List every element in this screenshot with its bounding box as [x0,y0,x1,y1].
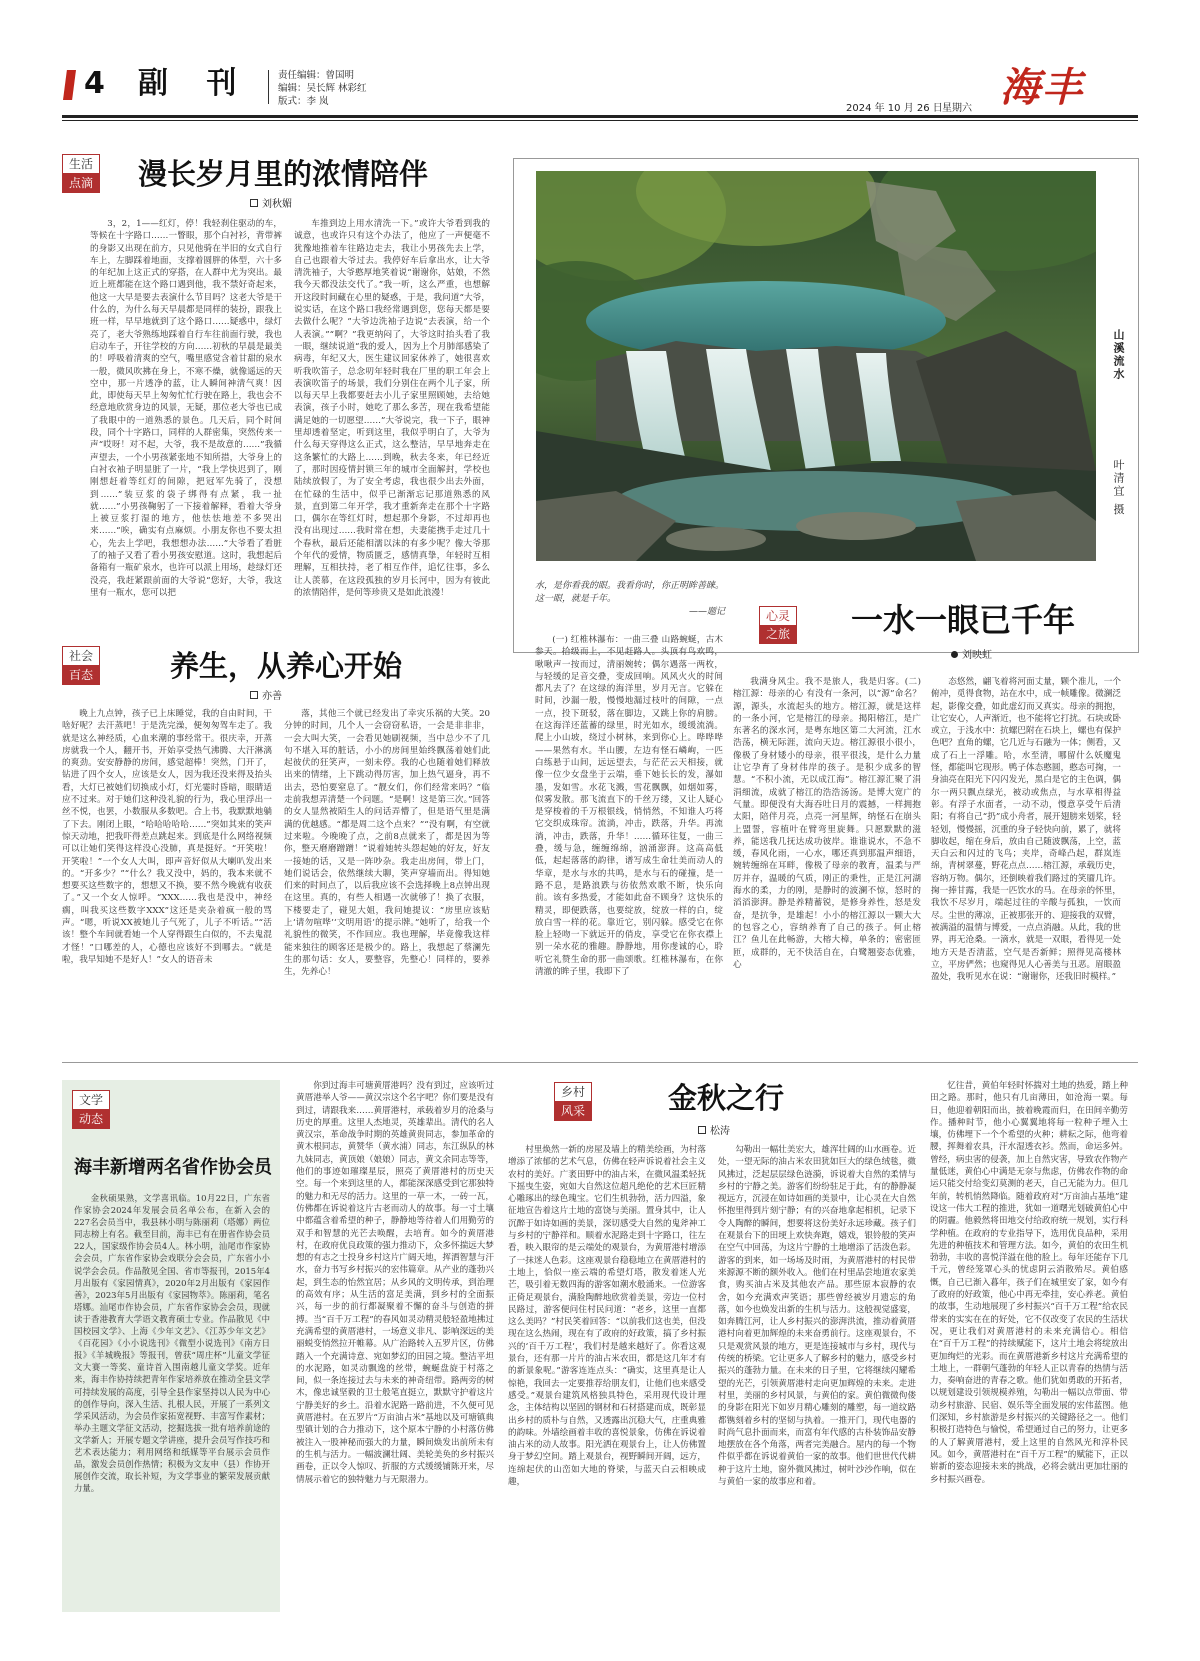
article-title: 养生，从养心开始 [170,649,403,683]
editor-credits [278,69,367,108]
article-author: 松涛 [698,1122,730,1137]
page-number: 4 [84,66,105,101]
author-dot-icon [951,651,958,658]
article-body-col2: 落，其他三个就已经发出了幸灾乐祸的大笑。20分钟的时间，几个人一会窃窃私语，一会是非非非，一会大叫大笑，一会看见她刷视频，当中总少不了几句不堪入耳的脏话，小小的房间里始终飘荡着她们此起彼伏的狂笑声，一刻未停。我的心也随着她们释放出来的情绪，上下跳动得厉害，加上热气逼身，再不出去，恐怕要窒息了。“靓女们，你们经常来吗？”临走前我想弄清楚一个问题。“是啊！这是第三次。”回答的女人显然被陌生人的问话弄懵了，但是语气里是满满的优越感。“都是周二这个点来？”“没有啊，有空就过来啦。今晚晚了点，之前8点就来了，都是因为等你，整天磨磨蹭蹭！”说着她转头怨起她的好友，好友一接她的话，又是一阵吵杂。我走出房间，带上门，她们说话会，依然继续大聊，笑声穿墙而出。得知她们来的时间点了，以后我应该不会选择晚上8点钟出现在这里。真的，有些人相遇一次就够了！换了衣服，下楼要走了，碰见大姐，我问她提议：“房里应该贴上‘请勿喧哗’‘文明用语’的提示牌。”她听了，给我一个礼貌性的微笑，不作回应。我也理解，毕竟像我这样能来独往的顾客还是极少的。路上，我想起了蔡澜先生的那句话：女人，要整容，先整心！同样的，要养生，先养心！ [284,709,490,978]
news-headline: 海丰新增两名省作协会员 [74,1157,272,1178]
article-body-col1: 3，2，1——红灯，停！我轻刹住驱动的车，等候在十字路口……一瞥眼，那个白衬衫，背带裤的身影又出现在前方，只见他骑在半旧的女式自行车上，左脚踩着地面，支撑着圆胖的体型，六十多的年纪加上这正式的穿搭，在人群中尤为突出。最近上班都能在这个路口遇到他，我不禁好奇起来，他这一大早是要去表演什么节目吗？这老大爷是干什么的，为什么每天早晨都是同样的装扮，跟我上班一样，早早地就到了这个路口……疑惑中，绿灯亮了，老大爷熟练地踩着自行车往前面行驶，我也启动车子，开往学校的方向……初秋的早晨是最美的！呼吸着清爽的空气，嘴里感觉含着甘甜的泉水一般，微风吹拂在身上，不寒不燥，就像遥远的天空中，那一片透净的蓝，让人瞬间神清气爽！因此，即使每天早上匆匆忙忙行驶在路上，我也会不经意地欣赏身边的风景，无疑，那位老大爷也已成了我眼中的一道熟悉的景色。几天后，同个时间段，同个十字路口，同样的人群密集，突然传来一声“哎呀！对不起，大爷，我不是故意的……”我循声望去，一个小男孩紧张地不知所措，大爷身上的白衬衣袖子明显脏了一片，“我上学快迟到了，刚刚想赶着等红灯的间隙，把冠军先骑了，没想到……”装豆浆的袋子绑得有点紧，我一扯就……”小男孩鞠躬了一下接着解释，看着大爷身上被豆浆打湿的地方，他怯怯地差不多哭出来……“唉，确实有点麻烦。小朋友你也不要太担心，先去上学吧，我想想办法……”大爷看了看脏了的袖子又看了看小男孩安慰道。这时，我想起后备箱有一瓶矿泉水，也许可以派上用场，趁绿灯还没亮，我赶紧跟前面的大爷说“您好，大爷，我这里有一瓶水，您可以把 [90,219,282,598]
literature-news-panel [62,1080,280,1612]
article-author: 刘映虹 [951,646,992,661]
article-body-col2: 我满身风尘。我不是旅人，我是归客。(二) 榕江源：母亲的心 有没有一条河，以“源”命名？源，源头，水流起头的地方。榕江源，就是这样的一条小河，它是榕江的母亲。揭阳榕江，是广东著名的深水河，是粤东地区第二大河流，江水浩荡，横无际涯，流向天边。榕江源很小很小，像极了身材矮小的母亲，很平很浅，是什么力量让它孕育了身材伟岸的孩子。是积少成多的智慧。“不积小流，无以成江海”。榕江源汇聚了涓涓细流，成就了榕江的浩浩汤汤。是博大宽广的气量。即便没有大海吞吐日月的震撼，一样拥抱太阳，陪伴月亮，点亮一河星辉，纳怪石在崩头上盟誓，容植叶在臂弯里旋舞。只愿默默的滋养，能送我几抚达成功彼岸。谁谁说水，不急不缓，春风化雨，一心水，哪还真到那温声细语，婉转缠绵在耳畔，像极了母亲的教育，温柔与严厉并存，温暖的气质，刚正的秉性，正是江河湖海水的柔，力的刚，是静时的波澜不惊，怒时的滔滔澎湃。静是养精蓄锐，是修身养性，怒是发奋，是抗争，是雄起！小小的榕江源以一颗大大的包容之心，容纳养育了自己的孩子。何止榕江？鱼儿在此畅游，大榕大樟，单条的；密密匝匝，成群的，无不快活自在，白鹭翘姿态优雅，心 [733,677,921,970]
article-society [62,642,490,1046]
article-body-col3: 忆往昔，黄伯年轻时怀揣对土地的热爱，踏上种田之路。那时，他只有几亩薄田，如沧海一粟。每日，他迎着朝阳而出，披着晚霞而归，在田间辛勤劳作。播种时节，他小心翼翼地将每一粒种子埋入土壤，仿佛埋下一个个希望的火种；耕耘之际，他弯着腰，挥舞着农具，汗水湿透衣衫。然而，命运多舛。曾经，病虫害的侵袭，加上自然灾害，导致农作物产量低迷，黄伯心中满是无奈与焦虑，仿佛农作物的命运只能交付给变幻莫测的老天，自己无能为力。但几年前，转机悄然降临。随着政府对“万亩油占基地”建设这一伟大工程的推进，犹如一道曙光划破黄伯心中的阴霾。他毅然将田地交付给政府统一规划，实行科学种植。在政府的专业指导下，选用优良品种，采用先进的种植技术和管理方法。如今，黄伯的农田生机勃勃，丰收的喜悦洋溢在他的脸上。每年还能存下几千元，曾经笼罩心头的忧虑阴云消散殆尽。黄伯感慨，自己已渐入暮年，孩子们在城里安了家，如今有了政府的好政策，他心中再无牵挂，安心养老。黄伯的故事，生动地展现了乡村振兴“百千万工程”给农民带来的实实在在的好处，它不仅改变了农民的生活状况，更让我们对黄厝港村的未来充满信心。相信在“百千万工程”的持续赋能下，这片土地会将绽放出更加绚烂的光彩。而在黄厝港新乡村这片充满希望的土地上，一群朝气蓬勃的年轻人正以青春的热情与活力，奏响奋进的青春之歌。他们犹如勇敢的开拓者，以规划建设引领规模养殖，勾勒出一幅以点带面、带动乡村旅游、民宿、娱乐等全面发展的宏伟蓝图。他们深知，乡村旅游是乡村振兴的关键路径之一。他们积极打造特色与愉悦，希望通过自己的努力，让更多的人了解黄厝港村，爱上这里的自然风光和淳朴民风。如今，黄厝港村在“百千万工程”的赋能下，正以崭新的姿态迎接未来的挑战，必将会就出更加壮丽的乡村振兴画卷。 [930,1081,1128,1485]
chief-editor: 责任编辑：曾国明 [278,70,355,81]
news-body: 金秋硕果熟，文学喜讯临。10月22日，广东省作家协会2024年发展会员名单公布，在新入会的227名会员当中，我县林小明与陈丽莉（塔娜）两位同志榜上有名。截至目前，海丰已有在册省作协会员22人，国家级作协会员4人。林小明，汕尾市作家协会会员，广东省作家协会戏联分会会员，广东省小小说学会会员。作品散见全国、省市等报刊，2015年4月出版有《家园情真》，2020年2月出版有《家园作善》，2023年5月出版有《家园物萃》。陈丽莉，笔名塔娜。汕尾市作协会员，广东省作家协会会员，现就读于香港教育大学语文教育硕士专业。作品散见《中国校园文学》、上海《少年文艺》、《江苏少年文艺》《百花园》《小小说选刊》《微型小说选刊》《南方日报》《羊城晚报》等报刊，曾获“周庄杯”儿童文学征文大赛一等奖、童诗首入围南越儿童文学奖。近年来，海丰作协持续把青年作家培养放在推动全县文学可持续发展的高度，引导全县作家坚持以人民为中心的创作导向，深入生活、扎根人民，开展了一系列文学采风活动，为会员作家拓宽视野、丰富写作素材；举办主题文学征文活动，挖掘选拔一批有培养前途的文学新人；开展专题文学讲座，提升会员写作技巧和艺术表达能力；利用网络和纸媒等平台展示会员作品，激发会员创作热情；积极为文友申（县）作协开展创作交流，取长补短，为文学事业的繁荣发展贡献力量。 [74,1193,270,1494]
issue-date: 2024 年 10 月 26 日 [846,103,943,114]
section-tag-literature: 文学 动态 [72,1090,110,1129]
section-tag-society: 社会 百态 [62,646,100,685]
photo-caption-title: 山溪流水 [1112,329,1125,381]
section-tag-life: 生活 点滴 [62,154,100,193]
article-body-col2: 车推到边上用水清洗一下。”或许大爷看到我的诚意，也或许只有这个办法了，他应了一声便毫不犹豫地推着车往路边走去，我让小男孩先去上学，自己也跟着大爷过去。我停好车后拿出水，让大爷清洗袖子，大爷憨厚地笑着说“谢谢你，姑娘，不然我今天都没法交代了。”我一听，这么严重，也想解开这段时间藏在心里的疑惑，于是，我问道“大爷，说实话，在这个路口我经常遇到您，您每天都是要去做什么呢？”大爷边洗袖子边说“去表演，给一个人表演。”“啊？”我更纳闷了，大爷这时抬头看了我一眼，继续说道“我的爱人，因为上个月肺部感染了病毒，年纪又大，医生建议回家休养了，她很喜欢听我吹笛子，总念叨年轻时我在厂里的职工年会上表演吹笛子的场景，我们分别住在两个儿子家，所以每天早上我都要赶去小儿子家里照顾她，去给她表演，孩子小时，她吃了那么多苦，现在我希望能满足她的一切愿望……”大爷说完，我一下子，眼神里却透着坚定，听到这里，我似乎明白了，大爷为什么每天穿得这么正式，这么整洁，早早地奔走在这条繁忙的大路上……到晚，秋去冬来，年已经近了，那时因疫情封锁三年的城市全面解封，学校也陆续放假了，为了安全考虑，我也很少出去外面，在忙碌的生活中，似乎已渐渐忘记那道熟悉的风景，直到第二年开学，我才重新奔走在那个十字路口，偶尔在等红灯时，想起那个身影，不过却再也没有出现过……我时常在想，夫妻能携手走过几十个春秋，最后还能相濡以沫的有多少呢？像大爷那个年代的爱情，物质匮乏，感情真挚，年轻时互相理解，互相扶持，老了相互作伴，追忆往事，多么让人羡慕，在这段孤独的岁月长河中，因为有彼此的浓情陪伴，是何等珍贵又是如此浪漫！ [294,219,490,598]
epigraph-attribution: ——题记 [688,607,725,617]
article-title: 金秋之行 [668,1081,785,1115]
author-box-icon [250,691,258,699]
masthead-rule-thin [62,120,1138,121]
article-title: 一水一眼已千年 [851,601,1076,639]
masthead-divider [268,70,269,104]
article-soul [513,572,1139,1048]
author-box-icon [698,1126,706,1134]
masthead-rule-thick [62,115,1138,118]
article-body-col0: 你到过海丰可塘黄厝港吗？没有到过，应该听过黄厝港举人爷——黄汉宗这个名字吧？你们要是没有到过，请跟我来……黄厝港村，承载着岁月的沧桑与历史的厚重。这里人杰地灵，英雄辈出。清代的名人黄汉宗，革命战争时期的英雄黄贵同志，参加革命的黄木根同志，黄赞华（黄水浦）同志，东江纵队的林九妹同志，黄顶娘（娘娘）同志，黄文余同志等等，他们的事迹如璀璨星辰，照亮了黄厝港村的历史天空。每一个来到这里的人，都能深深感受到它那独特的魅力和无尽的活力。这里的一草一木，一砖一瓦，仿佛都在诉说着这片古老而动人的故事。每一寸土壤中都蕴含着希望的种子，静静地等待着人们用勤劳的双手和智慧的光芒去唤醒，去培育。如今的黄厝港村，在政府优良政策的强力推动下，众多怀揣远大梦想的有志之士投身乡村这片广阔天地，挥洒智慧与汗水，奋力书写乡村振兴的宏伟篇章。从产业的蓬勃兴起，到生态的怡然宜居；从乡风的文明传承，到治理的高效有序；从生活的富足美满，到乡村的全面振兴，每一步的前行都凝聚着不懈的奋斗与创造的拼搏。当“百千万工程”的春风如灵动精灵般轻盈地拂过充满希望的黄厝港村，一场意义非凡、影响深远的美丽蜕变悄然拉开帷幕。从广治路转入五罗片区，仿佛踏入一个充满诗意、宛如梦幻的田园之境。整洁平坦的水泥路，如灵动飘逸的丝带，蜿蜒盘旋于村落之间，似一条连接过去与未来的神奇纽带。路两旁的树木，像忠诚坚毅的卫士般笔直挺立，默默守护着这片宁静美好的乡土。沿着水泥路一路前进，不久便可见黄厝港村。在五罗片“万亩油占米”基地以及可塘镇典型镇计划的合力推动下，这个原本宁静的小村落仿佛被注入一股神秘而强大的力量，瞬间焕发出前所未有的生机与活力。一幅波澜壮阔、美轮美奂的乡村振兴画卷，正以令人惊叹、折服的方式缓缓铺陈开来，尽情展示着它的独特魅力与无限潜力。 [296,1081,494,1485]
issue-weekday: 星期六 [942,103,972,114]
section-tag-village: 乡村 风采 [554,1082,592,1121]
layout-editor: 版式：李 岚 [278,96,329,107]
page-number-marker-icon [63,70,76,100]
article-body-col2: 勾勒出一幅壮美宏大，雄浑壮阔的山水画卷。近处，一望无际的油占米农田犹如巨大的绿色绒毯，微风拂过，泛起层层绿色涟漪，诉说着大自然的柔情与乡村的宁静之美。游客们纷纷驻足于此，有的静静凝视远方，沉浸在如诗如画的美景中，让心灵在大自然怀抱里得到片刻宁静；有的兴奋地拿起相机，记录下令人陶醉的瞬间，想要将这份美好永远珍藏。孩子们在观景台下的田埂上欢快奔跑，嬉戏，银铃般的笑声在空气中回荡，为这片宁静的土地增添了活泼色彩。游客的到来，如一场场及时雨，为黄厝港村的村民带来源源不断的额外收入。他们在村里品尝地道农家美食，购买油占米及其他农产品。那些原本寂静的农舍，如今充满欢声笑语；那些曾经被岁月遗忘的角落，如今也焕发出新的生机与活力。这般视觉盛宴，如奔腾江河，让人乡村振兴的澎湃洪流，推动着黄厝港村向着更加辉煌的未来奋勇前行。这座观景台，不只是观赏风景的地方，更是连接城市与乡村，现代与传统的桥梁。它让更多人了解乡村的魅力，感受乡村振兴的蓬勃力量。在未来的日子里，它将继续闪耀希望的光芒，引领黄厝港村走向更加辉煌的未来。走进村里，美丽的乡村风景，与黄伯的家。黄伯微微佝偻的身影在阳光下如岁月精心雕刻的雕塑，每一道纹路都镌刻着乡村的坚韧与执着。一推开门，现代电器的时尚气息扑面而来，而富有年代感的古朴装饰品安静地摆放在各个角落，两者完美融合。屋内的每一个物件似乎都在诉说着黄伯一家的故事。他们世世代代耕种于这片土地，窗外微风拂过，树叶沙沙作响，似在与黄伯一家的故事应和着。 [718,1145,916,1488]
article-body-col1: 晚上九点钟，孩子已上床睡觉，我的自由时间，干啥好呢？去汗蒸吧！于是洗完澡，便匆匆驾车走了。我就是这么神经质，心血来潮的事经常干。很庆幸，开蒸房就我一个人，翻开书，开始享受热气沸腾、大汗淋漓的爽劲。安安静静的房间，感觉超棒！突然，门开了，钻进了四个女人，应该是女人，因为我还没来得及抬头看，大灯已被她们切换成小灯，灯光霎时昏暗，眼睛适应不过来。对于她们这种没礼貌的行为，我心里浮出一丝不悦，也罢，小数服从多数吧。合上书，我默默地躺了下去。刚闭上眼，“哈哈哈哈哈……”突如其来的笑声惊天动地，把我吓得差点跳起来。到底是什么网络视频可以让她们笑得这样没心没肺，真是挺好。“开笑啦！开笑啦！”一个女人大叫，即声音好似从大喇叭发出来的。“开多少？”“什么？我又没中，妈的，我本来就不想要买这些数字的，想想又不换，要不然今晚就有收获了。”又一个女人惊呼。“XXX……我也是没中，神经瘸，叫我买这些数字XXX”这还是夹杂着疯一般的骂声。“嗯，听说XX被她儿子气死了，儿子不听话。”“活该！整个车间就看她一个人穿得跟生白似的，不去鬼混才怪！”口哪差的人，心德也应该好不到哪去。“就是啦，我早知她不是好人！”女人的语音未 [62,709,272,965]
section-title: 副 刊 [138,66,251,101]
article-life [62,150,490,620]
article-author: 亦善 [250,687,282,702]
article-body-col3: 态悠然，翩飞着将河面丈量，颗个准儿，一个俯冲，觅得食物，站在水中，成一帧雕像。微澜泛起，影像交叠，如此虚幻而又真实。母亲的拥抱，让它安心，人声渐近，也不能将它打扰。石块或卧或立，于浅水中：抗螺巴附在石块上，螺也有保护色吧？直角的螺，它几近与石融为一体；侧看，又成了石上一浮雕。哈，水至清，哪留什么妖魔鬼怪，都能叫它现形。鸭子体态憨圆，憨态可掬，一身油亮在阳光下闪闪发光，黑白是它的主色调，偶尔一两只飘点绿光，被动或焦点，与水草相得益彰。有浮子水面者，一动不动，慢意享受午后清阳；有将自己“扔”成小舟者，展开翅膀来划桨，轻轻划，慢慢摇，沉重的身子轻快向前，累了，就将脚收起，缩在身后，放由自己随波飘荡，上空，蓝天白云和闪过的飞鸟；夹岸，奇峰凸起，群岚连绵，青树翠蔓，野花点点……榕江源，承载历史，容纳万物。偶尔，还倒映着我们路过的笑靥几许。掬一捧甘露，我是一匹饮水的马。在母亲的怀里，我饮不尽岁月，端起过往的辛酸与孤独，一饮而尽。尘世的薄凉，正被那张开的、迎接我的双臂，被满溢的温情与博爱，一点点消融。从此，我的世界，再无沧桑。一滴水，就是一双眼，看得见一处地方天是否清蓝，空气是否新鲜；照得见高楼林立，平房俨然；也窥得见人心善美与丑恶。眉眼盈盈处，我听见水在说：“谢谢你，还我旧时模样。” [931,677,1121,983]
section-divider [62,1062,1138,1063]
masthead [0,0,1200,122]
article-author: 刘秋媚 [250,195,292,210]
article-title: 漫长岁月里的浓情陪伴 [138,157,429,191]
epigraph: 水，是你看我的眼。我看你时，你正明眸善睐。这一眼，就是千年。 ——题记 [535,581,725,617]
paper-name-logo: 海丰 [1000,64,1084,111]
waterfall-photo [536,171,1096,561]
photo-credit: 叶清宜 摄 [1112,459,1125,517]
article-body-col1: 村里焕然一新的房屋及墙上的精美绘画，为村落增添了浓郁的艺术气息，仿佛在轻声诉说着社会主义农村的美好。广袤田野中的油占米，在微风温柔轻抚下摇曳生姿，宛如大自然这位超凡绝伦的艺术巨匠精心雕琢出的绿色瑰宝。它们生机勃勃，活力四溢，象征地宣告着这片土地的富饶与美丽。置身其中，让人沉醉于如诗如画的美景，深切感受大自然的鬼斧神工与乡村的宁静祥和。顺着水泥路走到十字路口，往左看，映入眼帘的是云端处的观景台，为黄厝港村增添了一抹迷人色彩。这座观景台稳稳地立在黄厝港村的土地上，恰似一座云端的希望灯塔，散发着迷人光芒，吸引着无数四海的游客如潮水般涌来。一位游客正倚足观景台，满脸陶醉地欣赏着美景，旁边一位村民路过，游客便问住村民问道：“老乡，这里一直都这么美吗？”村民笑着回答：“以前我们这也美，但没现在这么热闹，现在有了政府的好政策，搞了乡村振兴的‘百千万工程’，我们村是越来越好了。你看这观景台，还有那一片片的油占米农田，都是这几年才有的新景象呢。”游客连连点头：“确实，这里真是让人惊艳，我回去一定要推荐给朋友们，让他们也来感受感受。”观景台建筑风格独具特色，采用现代设计理念，主体结构以坚固的钢材和石材搭建而成，既彰显出乡村的质朴与自然，又透露出沉稳大气，庄重典雅的韵味。外墙绘画着丰收的喜悦景象，仿佛在诉说着油占米的动人故事。阳光洒在观景台上，让人仿佛置身于梦幻空间。踏上观景台，视野瞬间开阔，远方，连绵起伏的山峦如大地的脊梁，与蓝天白云相映成趣， [508,1145,706,1488]
section-tag-soul: 心灵 之旅 [759,606,797,644]
author-box-icon [250,199,258,207]
article-body-col1: (一) 红椎林瀑布：一曲三叠 山路蜿蜒，古木参天。拾级而上，不见赶路人。头顶有鸟欢鸣，啾啾声一按而过，清丽婉转；偶尔遇落一两枚，与轻缓的足音交叠，变成回响。风风火火的时间都凡去了？在这绿的海洋里，岁月无言。它躲在时间，沙漏一般，慢慢地漏过枝叶的间隙，一点一点，投下斑驳，落在脚边，又跳上你的肩膀。在这海洋还蓝蓄的绿里，时光如水，缓缓流淌。爬上小山坡，绕过小树林，来到你心上。哗哗哗——果然有水。半山腰，左边有怪石嶙峋，一匹白练悬于山间，远远望去，与茫茫云天相接，就像一位少女盘坐于云端，垂下她长长的发，瀑如墨，发如雪。水花飞溅，雪花飘飘，如烟如雾，似雾发散。那飞流直下的千丝万缕，又让人疑心是穿梭着的千万根银线，悄悄然，不知谁人巧将它交织成珠帘。流淌，冲击，跌落，升华。再流淌，冲击，跌落，升华！……循环往复，一曲三叠，缓与急，缠缠绵绵，汹涌澎湃。这高高低低，起起落落的韵律，谱写成生命壮美而动人的华章，是水与水的共鸣，是水与石的碰撞，是一路不息，是路浪跌与彷依然欢歌不断，快乐向前。该有多热爱，才能如此奋不顾身？这快乐的精灵，即便跌落，也要绽放，绽放一样的白，绽放白雪一样的花。靠近它，别闪躲。感受它在你脸上轻吻一下就远开的俏皮，享受它在你衣襟上别一朵水花的雅趣。静静地，用你虔诚的心，聆听它礼赞生命的那一曲颂歌。红椎林瀑布，在你清澈的眸子里，我即下了 [535,635,723,978]
editors: 编辑：吴长辉 林彩红 [278,83,367,94]
article-village [296,1076,1138,1622]
